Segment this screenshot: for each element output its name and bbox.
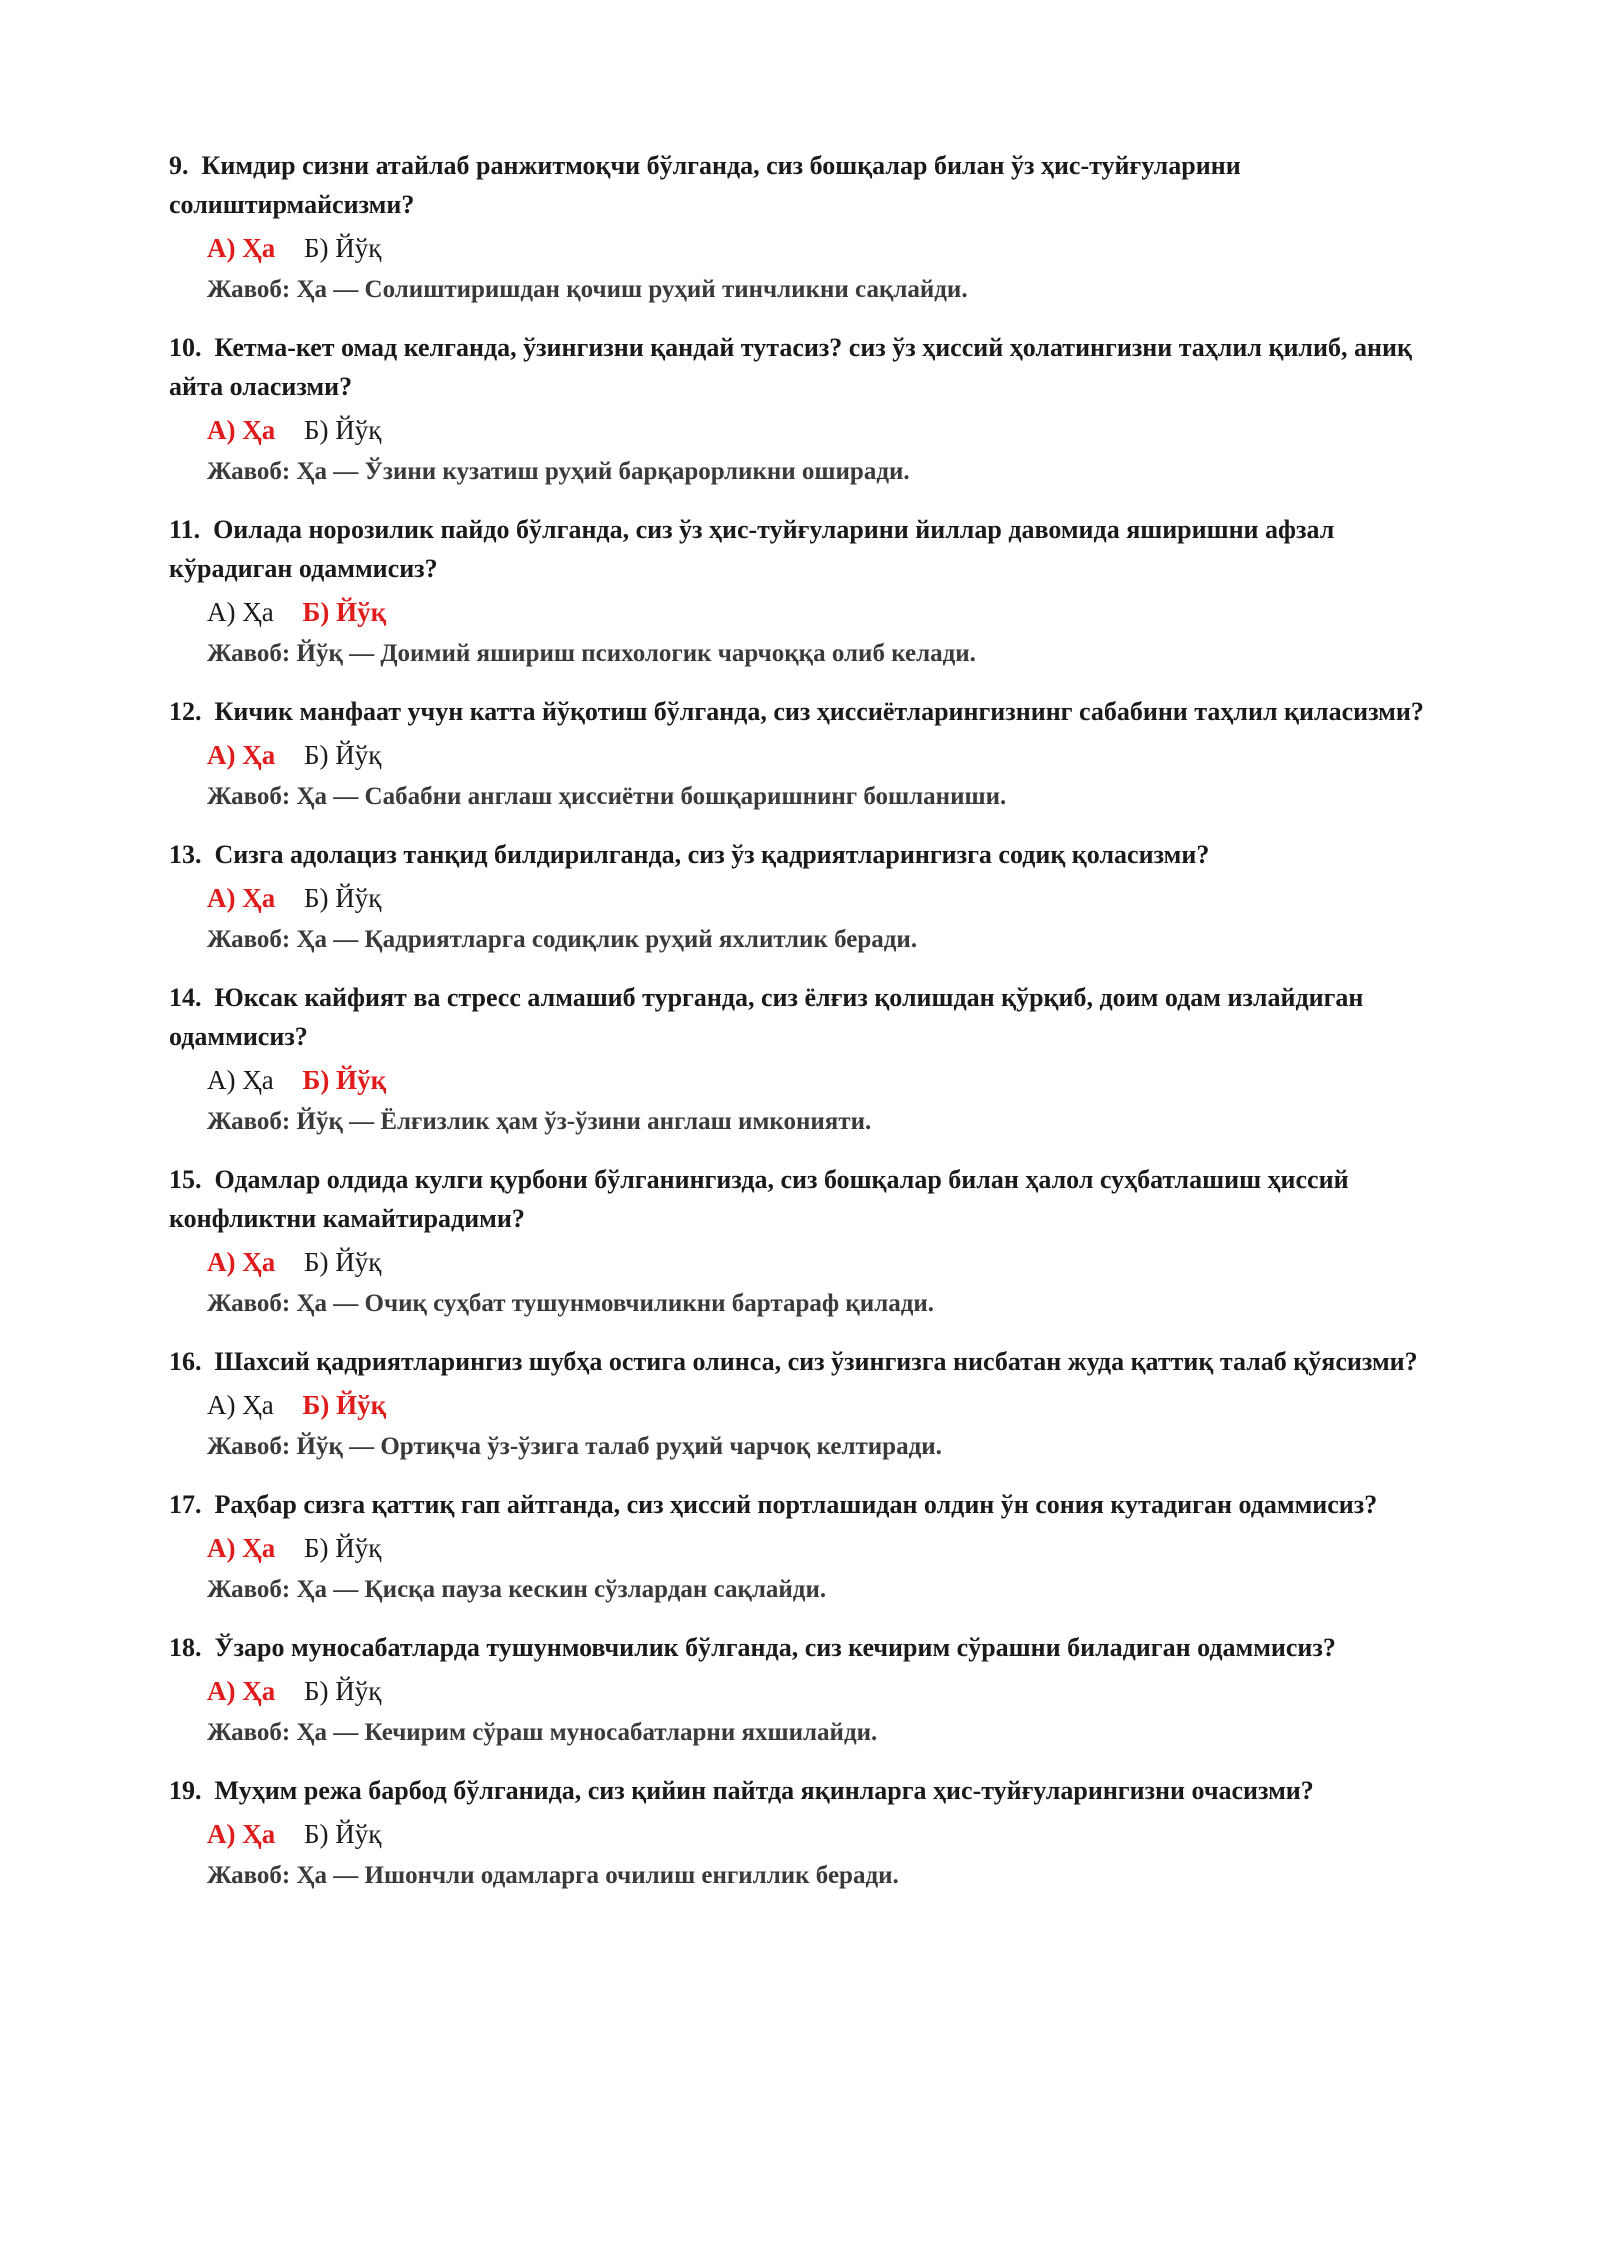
option-b[interactable]: Б) Йўқ — [304, 1819, 382, 1849]
answer-explanation: Жавоб: Ҳа — Қадриятларга содиқлик руҳий яхлитлик беради. — [207, 926, 918, 953]
answer-explanation: Жавоб: Йўқ — Ортиқча ўз-ўзига талаб руҳий чарчоқ келтиради. — [207, 1433, 942, 1460]
answer-explanation: Жавоб: Ҳа — Ишончли одамларга очилиш енгиллик беради. — [207, 1862, 899, 1889]
question-body: Раҳбар сизга қаттиқ гап айтганда, сиз ҳиссий портлашидан олдин ўн сония кутадиган одаммисиз? — [214, 1490, 1378, 1519]
question-text — [169, 1628, 1459, 1667]
question-body: Шахсий қадриятларингиз шубҳа остига олинса, сиз ўзингизга нисбатан жуда қаттиқ талаб қўясизми? — [214, 1347, 1418, 1376]
question-number: 19. — [169, 1776, 202, 1805]
option-b[interactable]: Б) Йўқ — [302, 1390, 387, 1420]
question-text — [169, 1771, 1459, 1810]
option-a[interactable]: А) Ҳа — [207, 415, 276, 445]
question-number: 14. — [169, 983, 202, 1012]
option-a[interactable]: А) Ҳа — [207, 1676, 276, 1706]
question-text — [169, 328, 1459, 406]
option-b[interactable]: Б) Йўқ — [304, 883, 382, 913]
answer-options — [207, 880, 1459, 916]
answer-options — [207, 737, 1459, 773]
option-b[interactable]: Б) Йўқ — [304, 233, 382, 263]
option-a[interactable]: А) Ҳа — [207, 233, 276, 263]
answer-explanation: Жавоб: Йўқ — Ёлғизлик ҳам ўз-ўзини англаш имконияти. — [207, 1108, 872, 1135]
answer-options — [207, 412, 1459, 448]
question-list — [169, 146, 1459, 1894]
question-body: Муҳим режа барбод бўлганида, сиз қийин пайтда яқинларга ҳис-туйғуларингизни очасизми? — [214, 1776, 1314, 1805]
option-a[interactable]: А) Ҳа — [207, 1065, 274, 1095]
quiz-document — [169, 146, 1459, 1914]
question-item — [169, 1771, 1459, 1894]
question-number: 17. — [169, 1490, 202, 1519]
answer-options — [207, 594, 1459, 630]
question-text — [169, 835, 1459, 874]
answer-explanation: Жавоб: Ҳа — Сабабни англаш ҳиссиётни бошқаришнинг бошланиши. — [207, 783, 1007, 810]
answer-explanation: Жавоб: Ҳа — Очиқ суҳбат тушунмовчиликни бартараф қилади. — [207, 1290, 935, 1317]
option-a[interactable]: А) Ҳа — [207, 740, 276, 770]
question-number: 10. — [169, 333, 202, 362]
question-body: Кичик манфаат учун катта йўқотиш бўлганда, сиз ҳиссиётларингизнинг сабабини таҳлил қиласизми? — [214, 697, 1424, 726]
question-body: Одамлар олдида кулги қурбони бўлганингизда, сиз бошқалар билан ҳалол суҳбатлашиш ҳиссий конфликтни камайтирадими? — [169, 1165, 1349, 1233]
answer-explanation: Жавоб: Ҳа — Ўзини кузатиш руҳий барқарорликни оширади. — [207, 458, 910, 485]
option-b[interactable]: Б) Йўқ — [304, 740, 382, 770]
answer-options — [207, 1530, 1459, 1566]
question-item — [169, 146, 1459, 308]
option-a[interactable]: А) Ҳа — [207, 1533, 276, 1563]
answer-options — [207, 1062, 1459, 1098]
question-text — [169, 1160, 1459, 1238]
answer-options — [207, 1244, 1459, 1280]
question-item — [169, 328, 1459, 490]
question-number: 16. — [169, 1347, 202, 1376]
option-b[interactable]: Б) Йўқ — [304, 415, 382, 445]
question-item — [169, 1628, 1459, 1751]
option-a[interactable]: А) Ҳа — [207, 597, 274, 627]
question-item — [169, 1342, 1459, 1465]
question-body: Кетма-кет омад келганда, ўзингизни қандай тутасиз? сиз ўз ҳиссий ҳолатингизни таҳлил қилиб, аниқ айта оласизми? — [169, 333, 1412, 401]
option-a[interactable]: А) Ҳа — [207, 1819, 276, 1849]
answer-explanation: Жавоб: Ҳа — Кечирим сўраш муносабатларни яхшилайди. — [207, 1719, 878, 1746]
option-a[interactable]: А) Ҳа — [207, 1247, 276, 1277]
answer-options — [207, 1387, 1459, 1423]
option-b[interactable]: Б) Йўқ — [302, 597, 387, 627]
question-number: 13. — [169, 840, 202, 869]
question-number: 11. — [169, 515, 201, 544]
question-text — [169, 1342, 1459, 1381]
question-item — [169, 1160, 1459, 1322]
question-text — [169, 510, 1459, 588]
answer-explanation: Жавоб: Йўқ — Доимий яшириш психологик чарчоққа олиб келади. — [207, 640, 976, 667]
answer-options — [207, 1816, 1459, 1852]
question-body: Сизга адолациз танқид билдирилганда, сиз ўз қадриятларингизга содиқ қоласизми? — [214, 840, 1210, 869]
option-b[interactable]: Б) Йўқ — [304, 1676, 382, 1706]
option-b[interactable]: Б) Йўқ — [304, 1247, 382, 1277]
question-item — [169, 835, 1459, 958]
question-body: Ўзаро муносабатларда тушунмовчилик бўлганда, сиз кечирим сўрашни биладиган одаммисиз? — [214, 1633, 1336, 1662]
question-body: Оилада норозилик пайдо бўлганда, сиз ўз ҳис-туйғуларини йиллар давомида яширишни афзал кўрадиган одаммисиз? — [169, 515, 1335, 583]
question-number: 18. — [169, 1633, 202, 1662]
question-body: Кимдир сизни атайлаб ранжитмоқчи бўлганда, сиз бошқалар билан ўз ҳис-туйғуларини солиштирмайсизми? — [169, 151, 1241, 219]
option-b[interactable]: Б) Йўқ — [304, 1533, 382, 1563]
question-number: 9. — [169, 151, 189, 180]
question-item — [169, 978, 1459, 1140]
question-text — [169, 692, 1459, 731]
question-text — [169, 146, 1459, 224]
question-number: 15. — [169, 1165, 202, 1194]
answer-explanation: Жавоб: Ҳа — Солиштиришдан қочиш руҳий тинчликни сақлайди. — [207, 276, 968, 303]
question-body: Юксак кайфият ва стресс алмашиб турганда, сиз ёлғиз қолишдан қўрқиб, доим одам излайдиган одаммисиз? — [169, 983, 1364, 1051]
question-number: 12. — [169, 697, 202, 726]
answer-explanation: Жавоб: Ҳа — Қисқа пауза кескин сўзлардан сақлайди. — [207, 1576, 827, 1603]
question-text — [169, 978, 1459, 1056]
option-a[interactable]: А) Ҳа — [207, 1390, 274, 1420]
answer-options — [207, 1673, 1459, 1709]
question-text — [169, 1485, 1459, 1524]
question-item — [169, 510, 1459, 672]
option-b[interactable]: Б) Йўқ — [302, 1065, 387, 1095]
question-item — [169, 1485, 1459, 1608]
question-item — [169, 692, 1459, 815]
answer-options — [207, 230, 1459, 266]
option-a[interactable]: А) Ҳа — [207, 883, 276, 913]
